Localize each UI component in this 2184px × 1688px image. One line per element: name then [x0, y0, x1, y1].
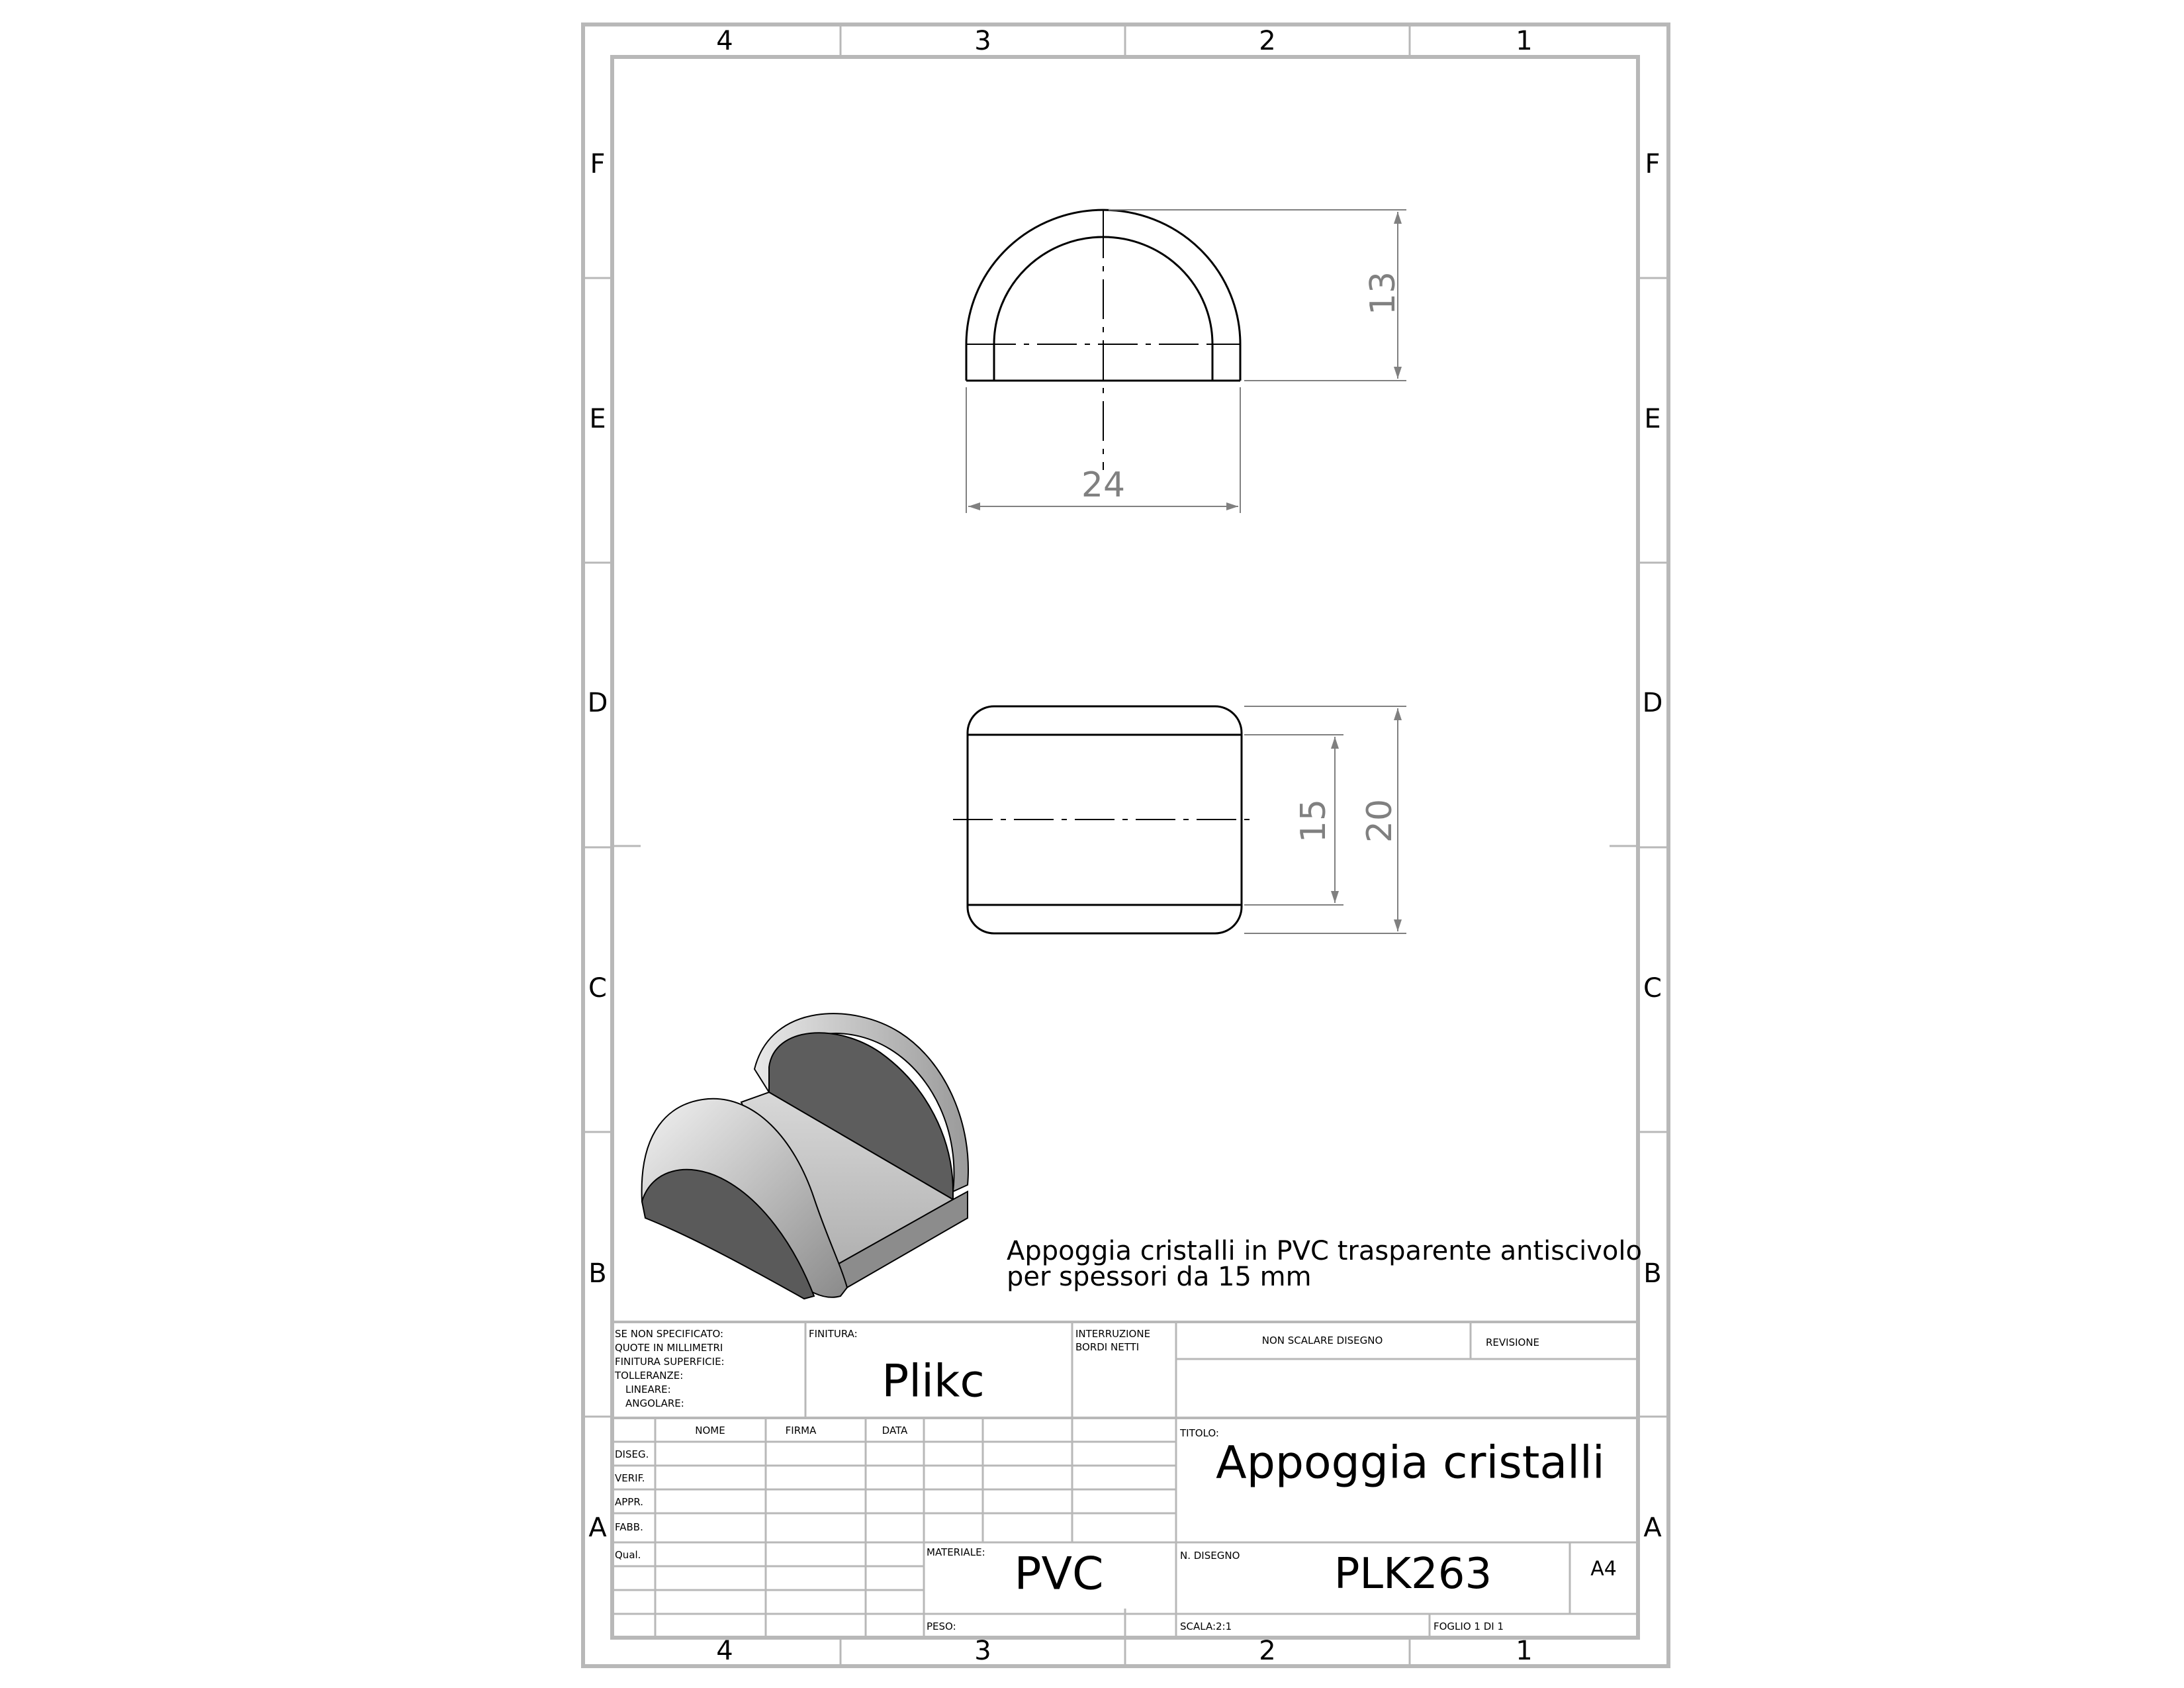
zone-col-top-2: 2	[1259, 26, 1276, 56]
zone-col-top-1: 1	[1516, 26, 1533, 56]
dim-width-24: 24	[1081, 465, 1126, 505]
non-scalare-label: NON SCALARE DISEGNO	[1261, 1335, 1383, 1346]
row-diseg: DISEG.	[615, 1448, 649, 1460]
dim-inner-15: 15	[1294, 798, 1334, 843]
revisione-label: REVISIONE	[1486, 1336, 1540, 1348]
zone-col-bottom-3: 3	[974, 1636, 991, 1666]
spec-line-3: FINITURA SUPERFICIE:	[615, 1356, 725, 1368]
zone-row-right-F: F	[1645, 149, 1661, 179]
row-fabb: FABB.	[615, 1521, 643, 1533]
zone-col-bottom-2: 2	[1259, 1636, 1276, 1666]
title-block-text	[614, 1328, 1617, 1632]
row-qual: Qual.	[615, 1549, 641, 1561]
zone-row-left-C: C	[588, 973, 607, 1004]
peso-label: PESO:	[927, 1620, 956, 1632]
spec-line-5: LINEARE:	[625, 1383, 671, 1395]
front-dimensions	[966, 210, 1406, 513]
zone-row-right-E: E	[1644, 404, 1661, 434]
front-view	[966, 210, 1240, 470]
titolo-label: TITOLO:	[1180, 1427, 1219, 1439]
finitura-label: FINITURA:	[809, 1328, 858, 1340]
note-line-2: per spessori da 15 mm	[1007, 1262, 1312, 1292]
zone-row-left-D: D	[587, 688, 608, 718]
zone-row-left-B: B	[588, 1258, 607, 1289]
outer-border	[583, 24, 1668, 1666]
dim-outer-20: 20	[1360, 798, 1400, 843]
scala-value: SCALA:2:1	[1180, 1620, 1232, 1632]
spec-line-2: QUOTE IN MILLIMETRI	[615, 1342, 723, 1354]
zone-row-right-C: C	[1643, 973, 1662, 1004]
zone-col-top-4: 4	[716, 26, 733, 56]
interruzione-label-1: INTERRUZIONE	[1075, 1328, 1151, 1340]
finitura-value: Plikc	[882, 1355, 985, 1408]
zone-row-right-B: B	[1643, 1258, 1662, 1289]
col-data: DATA	[882, 1425, 908, 1436]
front-centerlines	[976, 218, 1228, 470]
zone-col-bottom-1: 1	[1516, 1636, 1533, 1666]
drawing-note	[1007, 1236, 1642, 1292]
zone-row-left-E: E	[589, 404, 606, 434]
zone-row-right-A: A	[1643, 1513, 1662, 1543]
row-verif: VERIF.	[615, 1472, 645, 1484]
isometric-view	[642, 1013, 968, 1299]
spec-line-1: SE NON SPECIFICATO:	[615, 1328, 724, 1340]
spec-line-4: TOLLERANZE:	[615, 1370, 684, 1382]
n-disegno-label: N. DISEGNO	[1180, 1550, 1240, 1562]
foglio-value: FOGLIO 1 DI 1	[1433, 1620, 1504, 1632]
col-nome: NOME	[695, 1425, 725, 1436]
top-view	[953, 706, 1254, 933]
zone-row-left-A: A	[588, 1513, 607, 1543]
n-disegno-value: PLK263	[1334, 1550, 1492, 1599]
inner-border	[612, 57, 1638, 1638]
note-line-1: Appoggia cristalli in PVC trasparente antiscivolo	[1007, 1236, 1642, 1266]
materiale-value: PVC	[1014, 1548, 1104, 1601]
dim-height-13: 13	[1363, 271, 1403, 316]
spec-line-6: ANGOLARE:	[625, 1397, 684, 1409]
interruzione-label-2: BORDI NETTI	[1075, 1341, 1140, 1353]
sheet-frame	[583, 24, 1668, 1666]
zone-row-left-F: F	[590, 149, 606, 179]
zone-col-top-3: 3	[974, 26, 991, 56]
formato-value: A4	[1590, 1557, 1617, 1581]
zone-row-right-D: D	[1642, 688, 1663, 718]
materiale-label: MATERIALE:	[927, 1546, 985, 1558]
zone-col-bottom-4: 4	[716, 1636, 733, 1666]
col-firma: FIRMA	[785, 1425, 817, 1436]
titolo-value: Appoggia cristalli	[1216, 1436, 1605, 1489]
row-appr: APPR.	[615, 1496, 644, 1508]
